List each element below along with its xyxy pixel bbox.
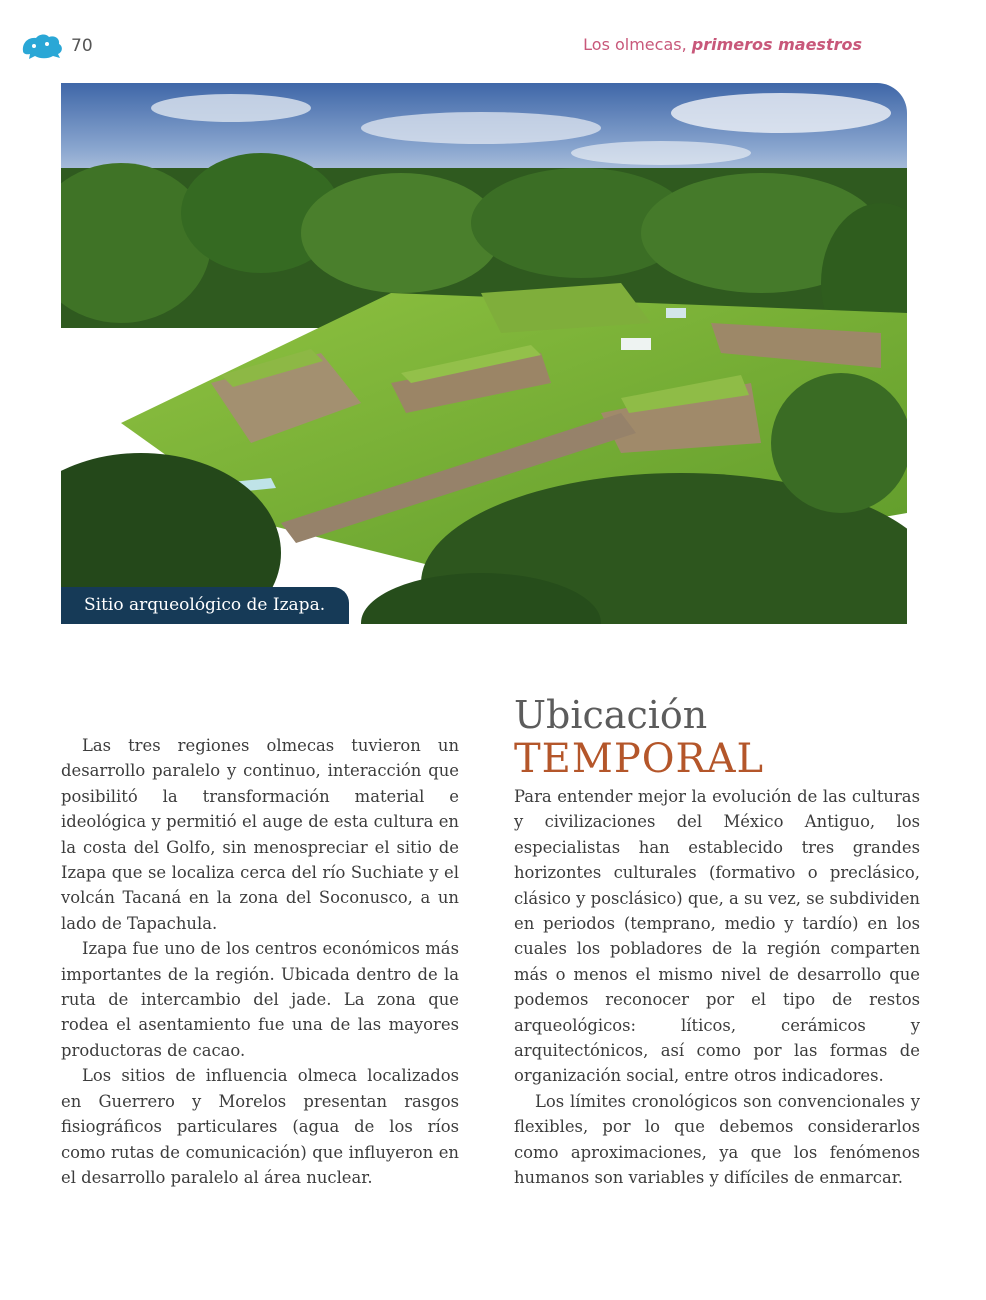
section-heading-line2: TEMPORAL: [514, 736, 765, 782]
section-heading-line1: Ubicación: [514, 693, 708, 737]
left-text-column: [61, 733, 459, 1190]
archaeological-site-photo: [61, 83, 907, 624]
photo-caption: Sitio arqueológico de Izapa.: [61, 587, 349, 624]
publisher-logo-icon: [20, 31, 64, 61]
body-paragraph: Para entender mejor la evolución de las culturas y civilizaciones del México Antiguo, los especialistas han establecido tres grandes horizontes culturales (formativo o preclásico, clásico y posclásico) que, a su vez, se subdividen en periodos (temprano, medio y tardío) en los cuales los pobladores de la región comparten más o menos el mismo nivel de desarrollo que podemos reconocer por el tipo de restos arqueológicos: líticos, cerámicos y arquitectónicos, así como por las formas de organización social, entre otros indicadores.: [514, 787, 920, 1086]
body-paragraph: Izapa fue uno de los centros económicos más importantes de la región. Ubicada dentro de la ruta de intercambio del jade. La zona que rodea el asentamiento fue una de las mayores productoras de cacao.: [61, 939, 459, 1060]
running-title-plain: Los olmecas,: [583, 35, 692, 54]
running-title-emphasis: primeros maestros: [691, 35, 862, 54]
izapa-aerial-image: [61, 83, 907, 624]
body-paragraph: Los límites cronológicos son convencionales y flexibles, por lo que debemos considerarlos como aproximaciones, ya que los fenómenos humanos son variables y difíciles de enmarcar.: [514, 1091, 920, 1188]
section-heading: [514, 692, 764, 780]
right-text-column: [514, 784, 920, 1191]
running-title: [583, 35, 862, 54]
body-paragraph: Los sitios de influencia olmeca localizados en Guerrero y Morelos presentan rasgos fisiográficos particulares (agua de los ríos como rutas de comunicación) que influyeron en el desarrollo paralelo al área nuclear.: [61, 1066, 459, 1187]
page-number: 70: [71, 36, 93, 56]
body-paragraph: Las tres regiones olmecas tuvieron un desarrollo paralelo y continuo, interacción que posibilitó la transformación material e ideológica y permitió el auge de esta cultura en la costa del Golfo, sin menospreciar el sitio de Izapa que se localiza cerca del río Suchiate y el volcán Tacaná en la zona del Soconusco, a un lado de Tapachula.: [61, 736, 459, 933]
